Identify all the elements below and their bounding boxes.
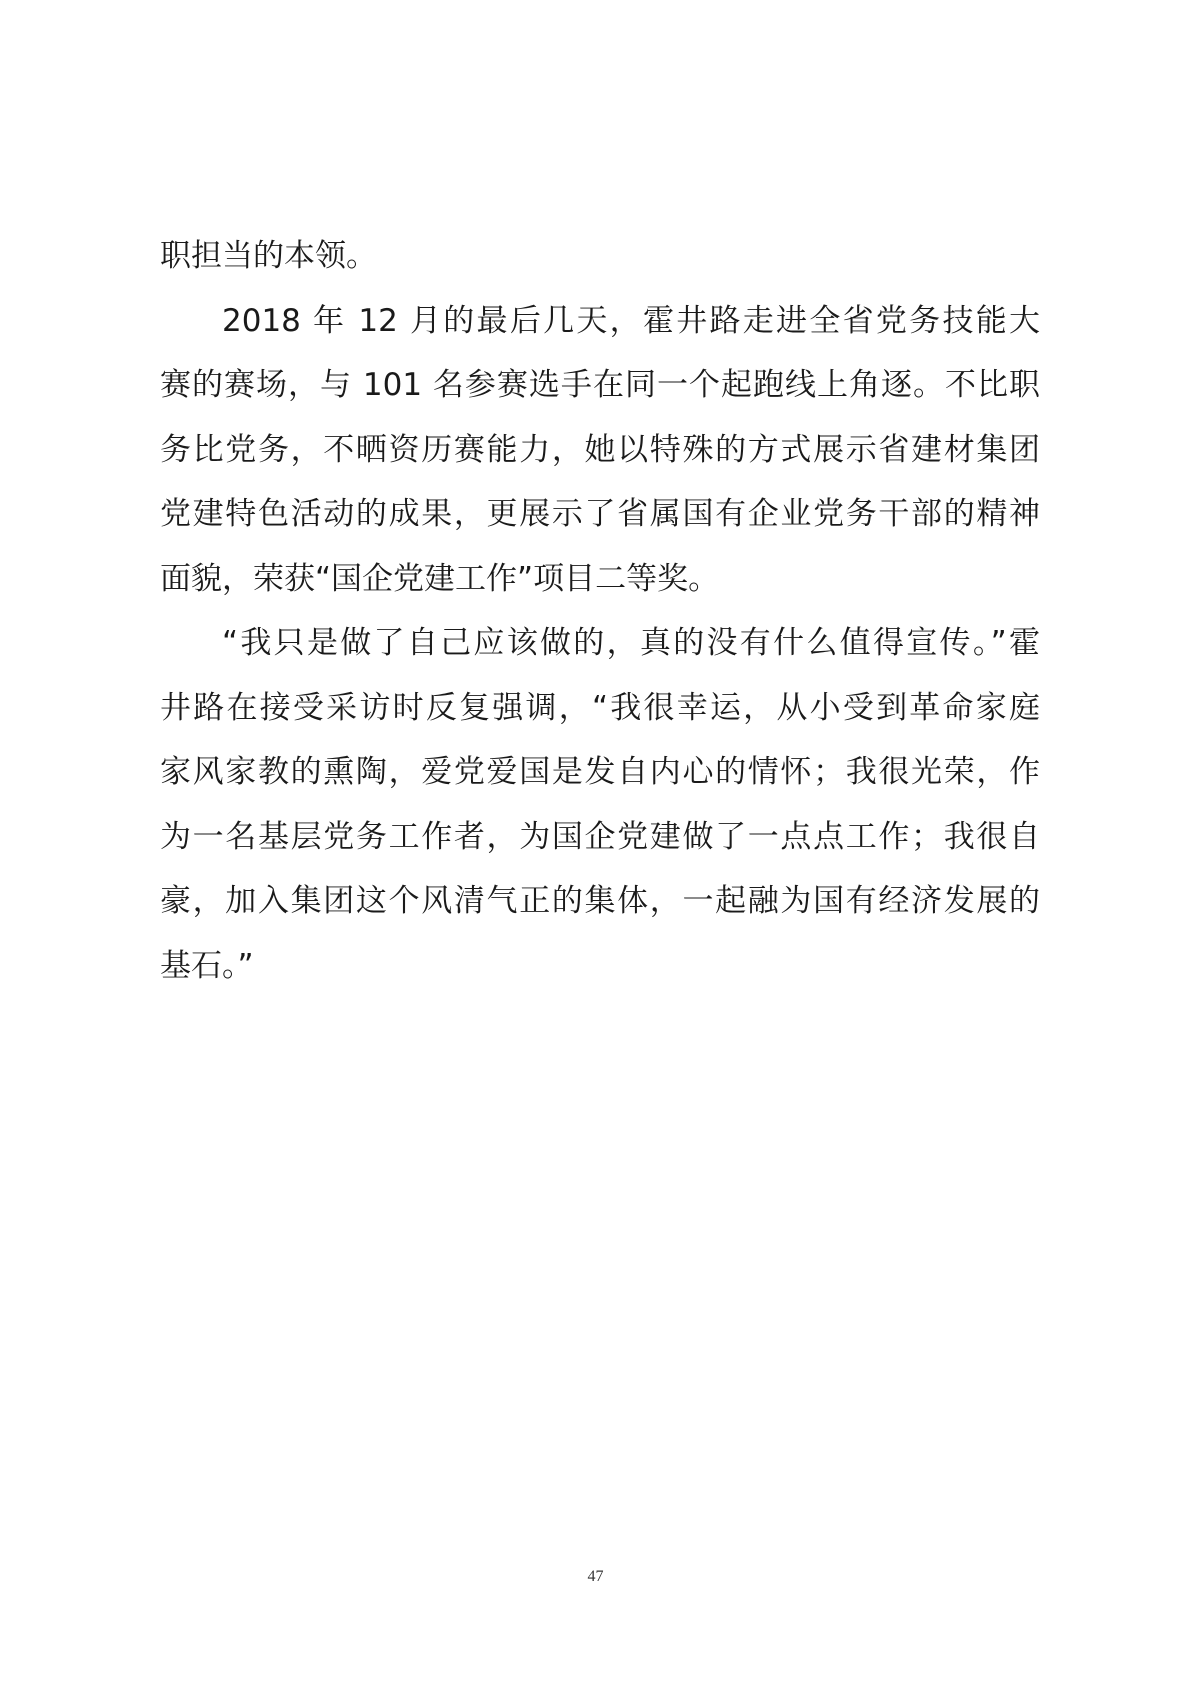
- page-number: 47: [587, 1568, 604, 1585]
- body-text: [160, 224, 1040, 998]
- text-line: 家风家教的熏陶，爱党爱国是发自内心的情怀；我很光荣，作: [160, 754, 1040, 790]
- paragraph: [160, 224, 1040, 289]
- text-line: 基石。”: [160, 947, 254, 984]
- text-line: 豪，加入集团这个风清气正的集体，一起融为国有经济发展的: [160, 883, 1040, 919]
- text-line: 2018 年 12 月的最后几天，霍井路走进全省党务技能大: [222, 302, 1040, 339]
- text-line: 党建特色活动的成果，更展示了省属国有企业党务干部的精神: [160, 496, 1040, 532]
- text-line: 职担当的本领。: [160, 238, 377, 274]
- paragraph: [160, 611, 1040, 998]
- text-line: 井路在接受采访时反复强调，“我很幸运，从小受到革命家庭: [160, 689, 1040, 726]
- text-line: “我只是做了自己应该做的，真的没有什么值得宣传。”霍: [222, 625, 1040, 661]
- text-line: 务比党务，不晒资历赛能力，她以特殊的方式展示省建材集团: [160, 431, 1040, 468]
- text-line: 面貌，荣获“国企党建工作”项目二等奖。: [160, 560, 720, 597]
- text-line: 赛的赛场，与 101 名参赛选手在同一个起跑线上角逐。不比职: [160, 367, 1040, 403]
- text-line: 为一名基层党务工作者，为国企党建做了一点点工作；我很自: [160, 818, 1040, 855]
- paragraph: [160, 289, 1040, 612]
